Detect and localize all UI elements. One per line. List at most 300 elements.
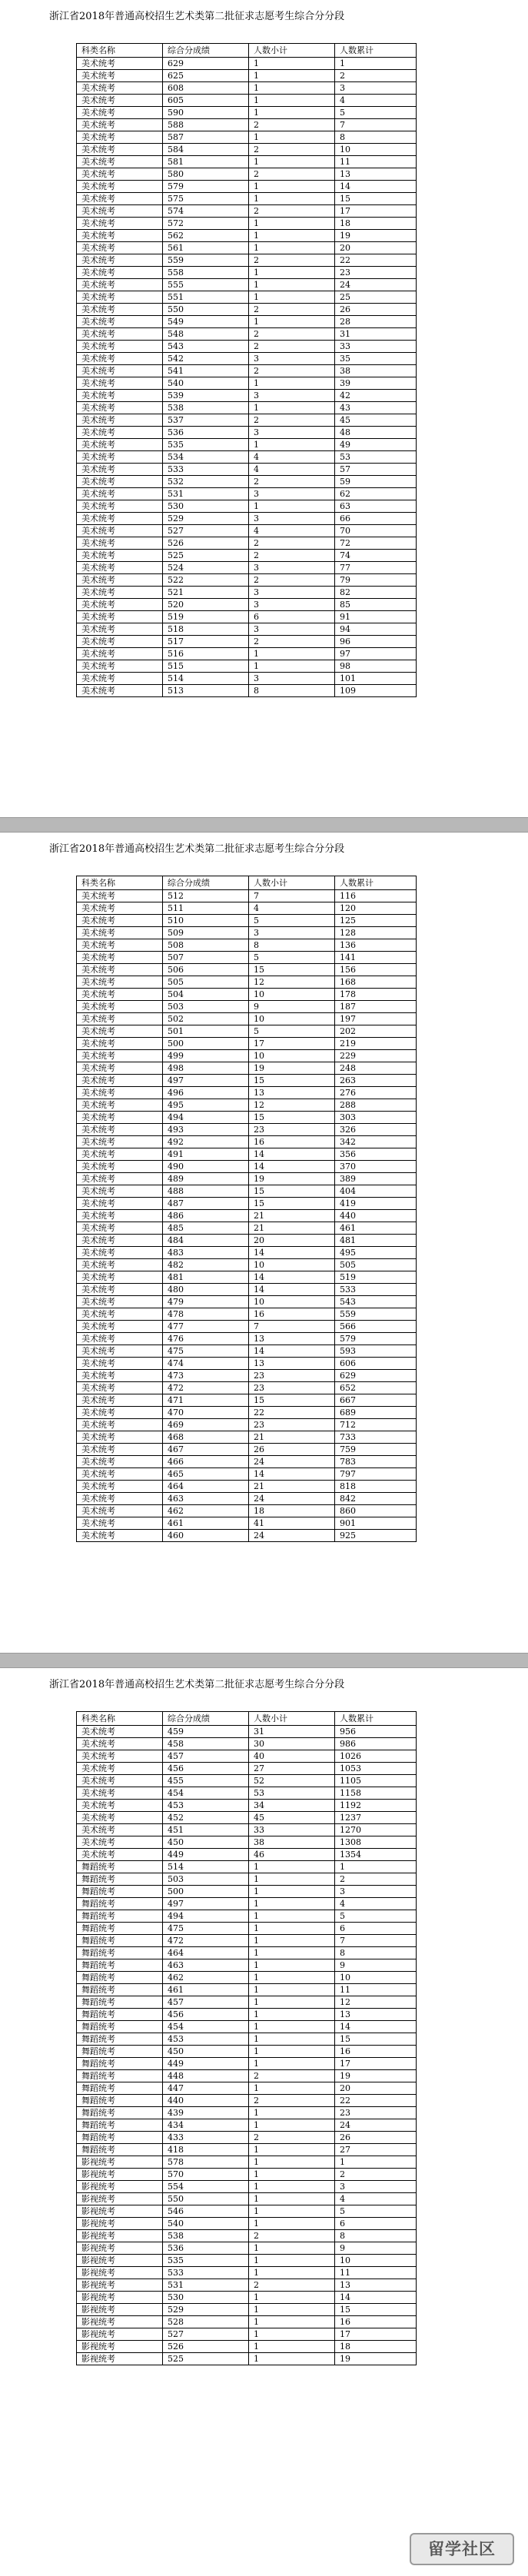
table-row	[77, 1198, 417, 1210]
cell-count: 1	[249, 648, 335, 660]
cell-cumulative: 1026	[335, 1750, 417, 1763]
table-row	[77, 1185, 417, 1198]
cell-cumulative: 6	[335, 2218, 417, 2230]
cell-score: 458	[163, 1738, 249, 1750]
cell-count: 1	[249, 2033, 335, 2046]
cell-count: 2	[249, 205, 335, 218]
cell-category: 美术统考	[77, 1062, 163, 1075]
cell-count: 10	[249, 1013, 335, 1025]
table-row	[77, 1333, 417, 1345]
cell-count: 1	[249, 1910, 335, 1923]
cell-cumulative: 136	[335, 939, 417, 952]
table-row	[77, 2107, 417, 2119]
cell-category: 美术统考	[77, 1001, 163, 1013]
cell-category: 影视统考	[77, 2156, 163, 2169]
table-row	[77, 1210, 417, 1222]
cell-cumulative: 10	[335, 1972, 417, 1984]
cell-cumulative: 667	[335, 1394, 417, 1407]
cell-cumulative: 712	[335, 1419, 417, 1431]
cell-score: 500	[163, 1038, 249, 1050]
cell-count: 2	[249, 550, 335, 562]
cell-count: 21	[249, 1431, 335, 1444]
cell-category: 舞蹈统考	[77, 2058, 163, 2070]
cell-cumulative: 925	[335, 1530, 417, 1542]
cell-category: 美术统考	[77, 1210, 163, 1222]
cell-category: 美术统考	[77, 1481, 163, 1493]
cell-category: 美术统考	[77, 1050, 163, 1062]
cell-cumulative: 19	[335, 2353, 417, 2365]
table-row	[77, 1407, 417, 1419]
table-row	[77, 1505, 417, 1517]
table-row	[77, 1247, 417, 1259]
cell-score: 574	[163, 205, 249, 218]
cell-cumulative: 276	[335, 1087, 417, 1099]
cell-category: 美术统考	[77, 82, 163, 95]
cell-score: 526	[163, 2341, 249, 2353]
table-row	[77, 513, 417, 525]
cell-cumulative: 14	[335, 181, 417, 193]
cell-cumulative: 77	[335, 562, 417, 574]
table-row	[77, 2255, 417, 2267]
cell-cumulative: 288	[335, 1099, 417, 1112]
cell-category: 美术统考	[77, 1468, 163, 1481]
cell-count: 4	[249, 451, 335, 464]
table-row	[77, 2341, 417, 2353]
cell-score: 524	[163, 562, 249, 574]
cell-count: 13	[249, 1333, 335, 1345]
cell-score: 508	[163, 939, 249, 952]
cell-score: 477	[163, 1321, 249, 1333]
cell-cumulative: 533	[335, 1284, 417, 1296]
cell-cumulative: 15	[335, 193, 417, 205]
cell-count: 1	[249, 1861, 335, 1873]
table-row	[77, 2144, 417, 2156]
cell-count: 2	[249, 414, 335, 427]
cell-cumulative: 25	[335, 291, 417, 304]
table-row	[77, 599, 417, 611]
cell-category: 舞蹈统考	[77, 1935, 163, 1947]
cell-category: 美术统考	[77, 1013, 163, 1025]
cell-score: 479	[163, 1296, 249, 1308]
cell-category: 美术统考	[77, 525, 163, 537]
cell-count: 2	[249, 476, 335, 488]
cell-count: 1	[249, 2169, 335, 2181]
cell-count: 3	[249, 353, 335, 365]
cell-score: 486	[163, 1210, 249, 1222]
cell-cumulative: 901	[335, 1517, 417, 1530]
table-row	[77, 451, 417, 464]
cell-count: 1	[249, 377, 335, 390]
table-row	[77, 1271, 417, 1284]
cell-cumulative: 11	[335, 1984, 417, 1996]
column-header-score: 综合分成绩	[163, 1712, 249, 1726]
cell-score: 503	[163, 1873, 249, 1886]
cell-category: 影视统考	[77, 2230, 163, 2242]
table-row	[77, 1062, 417, 1075]
cell-category: 影视统考	[77, 2193, 163, 2205]
cell-category: 美术统考	[77, 205, 163, 218]
cell-score: 476	[163, 1333, 249, 1345]
cell-category: 影视统考	[77, 2304, 163, 2316]
table-row	[77, 1849, 417, 1861]
cell-cumulative: 842	[335, 1493, 417, 1505]
table-row	[77, 316, 417, 328]
cell-cumulative: 303	[335, 1112, 417, 1124]
cell-score: 447	[163, 2082, 249, 2095]
cell-cumulative: 986	[335, 1738, 417, 1750]
cell-score: 527	[163, 2328, 249, 2341]
cell-count: 1	[249, 1947, 335, 1959]
cell-count: 10	[249, 989, 335, 1001]
table-row	[77, 890, 417, 902]
cell-score: 543	[163, 341, 249, 353]
cell-category: 美术统考	[77, 193, 163, 205]
cell-cumulative: 733	[335, 1431, 417, 1444]
table-row	[77, 939, 417, 952]
cell-count: 53	[249, 1787, 335, 1800]
table-row	[77, 1910, 417, 1923]
table-row	[77, 952, 417, 964]
cell-count: 1	[249, 1886, 335, 1898]
table-row	[77, 390, 417, 402]
cell-count: 1	[249, 316, 335, 328]
table-body	[77, 58, 417, 697]
cell-count: 1	[249, 500, 335, 513]
cell-category: 美术统考	[77, 1038, 163, 1050]
cell-count: 1	[249, 2119, 335, 2132]
cell-score: 461	[163, 1517, 249, 1530]
table-row	[77, 2169, 417, 2181]
cell-score: 482	[163, 1259, 249, 1271]
cell-cumulative: 689	[335, 1407, 417, 1419]
table-row	[77, 1296, 417, 1308]
cell-count: 1	[249, 1935, 335, 1947]
cell-category: 美术统考	[77, 1800, 163, 1812]
cell-count: 9	[249, 1001, 335, 1013]
cell-score: 418	[163, 2144, 249, 2156]
cell-category: 舞蹈统考	[77, 1898, 163, 1910]
cell-count: 20	[249, 1235, 335, 1247]
column-header-cumulative: 人数累计	[335, 1712, 417, 1726]
page-separator	[0, 817, 528, 833]
cell-category: 美术统考	[77, 1308, 163, 1321]
cell-count: 2	[249, 574, 335, 587]
table-row	[77, 685, 417, 697]
cell-cumulative: 7	[335, 119, 417, 131]
cell-category: 美术统考	[77, 1333, 163, 1345]
cell-cumulative: 101	[335, 673, 417, 685]
table-row	[77, 1038, 417, 1050]
table-row	[77, 464, 417, 476]
cell-category: 美术统考	[77, 70, 163, 82]
table-body	[77, 890, 417, 1542]
cell-cumulative: 74	[335, 550, 417, 562]
table-row	[77, 1222, 417, 1235]
cell-count: 16	[249, 1136, 335, 1148]
cell-count: 14	[249, 1284, 335, 1296]
document-page	[0, 0, 528, 807]
page-separator	[0, 1653, 528, 1668]
cell-count: 2	[249, 537, 335, 550]
cell-count: 14	[249, 1271, 335, 1284]
table-row	[77, 2230, 417, 2242]
cell-cumulative: 96	[335, 636, 417, 648]
cell-score: 531	[163, 488, 249, 500]
cell-count: 8	[249, 939, 335, 952]
cell-score: 625	[163, 70, 249, 82]
cell-category: 美术统考	[77, 1775, 163, 1787]
cell-score: 513	[163, 685, 249, 697]
table-row	[77, 414, 417, 427]
cell-category: 美术统考	[77, 95, 163, 107]
cell-cumulative: 4	[335, 2193, 417, 2205]
cell-cumulative: 10	[335, 2255, 417, 2267]
cell-cumulative: 178	[335, 989, 417, 1001]
cell-cumulative: 70	[335, 525, 417, 537]
cell-count: 23	[249, 1419, 335, 1431]
cell-cumulative: 566	[335, 1321, 417, 1333]
cell-count: 21	[249, 1481, 335, 1493]
cell-cumulative: 31	[335, 328, 417, 341]
cell-score: 475	[163, 1923, 249, 1935]
cell-count: 46	[249, 1849, 335, 1861]
cell-category: 美术统考	[77, 1812, 163, 1824]
table-row	[77, 2082, 417, 2095]
cell-cumulative: 18	[335, 218, 417, 230]
cell-count: 19	[249, 1173, 335, 1185]
cell-cumulative: 606	[335, 1358, 417, 1370]
cell-cumulative: 98	[335, 660, 417, 673]
cell-cumulative: 1053	[335, 1763, 417, 1775]
cell-category: 美术统考	[77, 254, 163, 267]
cell-count: 24	[249, 1456, 335, 1468]
cell-count: 15	[249, 1394, 335, 1407]
table-row	[77, 341, 417, 353]
cell-score: 537	[163, 414, 249, 427]
cell-score: 532	[163, 476, 249, 488]
cell-category: 美术统考	[77, 562, 163, 574]
cell-score: 498	[163, 1062, 249, 1075]
cell-category: 舞蹈统考	[77, 1873, 163, 1886]
cell-category: 美术统考	[77, 451, 163, 464]
cell-category: 舞蹈统考	[77, 2033, 163, 2046]
cell-category: 美术统考	[77, 328, 163, 341]
cell-score: 529	[163, 513, 249, 525]
cell-cumulative: 39	[335, 377, 417, 390]
table-row	[77, 1382, 417, 1394]
cell-count: 1	[249, 2193, 335, 2205]
column-header-category: 科类名称	[77, 876, 163, 890]
cell-category: 美术统考	[77, 1321, 163, 1333]
cell-score: 440	[163, 2095, 249, 2107]
cell-count: 1	[249, 181, 335, 193]
cell-cumulative: 94	[335, 623, 417, 636]
cell-count: 1	[249, 2205, 335, 2218]
cell-category: 美术统考	[77, 1271, 163, 1284]
table-row	[77, 623, 417, 636]
cell-cumulative: 419	[335, 1198, 417, 1210]
cell-score: 468	[163, 1431, 249, 1444]
cell-cumulative: 38	[335, 365, 417, 377]
table-row	[77, 1775, 417, 1787]
table-row	[77, 1112, 417, 1124]
cell-category: 舞蹈统考	[77, 1886, 163, 1898]
cell-score: 455	[163, 1775, 249, 1787]
cell-score: 561	[163, 242, 249, 254]
cell-cumulative: 14	[335, 2292, 417, 2304]
table-row	[77, 1394, 417, 1407]
cell-category: 美术统考	[77, 156, 163, 168]
cell-count: 1	[249, 2156, 335, 2169]
cell-count: 1	[249, 279, 335, 291]
cell-score: 489	[163, 1173, 249, 1185]
cell-cumulative: 248	[335, 1062, 417, 1075]
table-row	[77, 131, 417, 144]
cell-category: 舞蹈统考	[77, 2132, 163, 2144]
cell-category: 美术统考	[77, 1284, 163, 1296]
table-row	[77, 119, 417, 131]
cell-score: 478	[163, 1308, 249, 1321]
cell-category: 影视统考	[77, 2353, 163, 2365]
cell-count: 24	[249, 1493, 335, 1505]
cell-count: 1	[249, 2242, 335, 2255]
table-row	[77, 488, 417, 500]
cell-score: 518	[163, 623, 249, 636]
cell-count: 14	[249, 1148, 335, 1161]
cell-cumulative: 17	[335, 2328, 417, 2341]
cell-score: 527	[163, 525, 249, 537]
cell-cumulative: 11	[335, 156, 417, 168]
cell-cumulative: 1	[335, 58, 417, 70]
cell-score: 471	[163, 1394, 249, 1407]
cell-score: 494	[163, 1112, 249, 1124]
cell-cumulative: 505	[335, 1259, 417, 1271]
cell-count: 1	[249, 2021, 335, 2033]
table-row	[77, 1136, 417, 1148]
cell-count: 2	[249, 119, 335, 131]
cell-score: 456	[163, 2009, 249, 2021]
cell-count: 1	[249, 1984, 335, 1996]
cell-category: 美术统考	[77, 1394, 163, 1407]
table-row	[77, 1173, 417, 1185]
cell-count: 45	[249, 1812, 335, 1824]
cell-cumulative: 16	[335, 2046, 417, 2058]
cell-category: 美术统考	[77, 939, 163, 952]
cell-score: 530	[163, 500, 249, 513]
cell-count: 1	[249, 242, 335, 254]
cell-category: 美术统考	[77, 1382, 163, 1394]
cell-count: 18	[249, 1505, 335, 1517]
cell-category: 舞蹈统考	[77, 1972, 163, 1984]
table-row	[77, 304, 417, 316]
table-row	[77, 439, 417, 451]
cell-score: 629	[163, 58, 249, 70]
cell-cumulative: 219	[335, 1038, 417, 1050]
cell-count: 14	[249, 1161, 335, 1173]
cell-score: 579	[163, 181, 249, 193]
table-row	[77, 525, 417, 537]
column-header-count: 人数小计	[249, 44, 335, 58]
cell-score: 459	[163, 1726, 249, 1738]
cell-count: 2	[249, 2132, 335, 2144]
cell-count: 23	[249, 1370, 335, 1382]
cell-category: 美术统考	[77, 1185, 163, 1198]
cell-count: 15	[249, 1112, 335, 1124]
cell-count: 2	[249, 254, 335, 267]
table-row	[77, 1517, 417, 1530]
cell-category: 美术统考	[77, 1431, 163, 1444]
cell-cumulative: 4	[335, 95, 417, 107]
table-row	[77, 1898, 417, 1910]
table-row	[77, 927, 417, 939]
cell-count: 3	[249, 488, 335, 500]
cell-cumulative: 12	[335, 1996, 417, 2009]
cell-score: 538	[163, 402, 249, 414]
table-row	[77, 181, 417, 193]
cell-score: 480	[163, 1284, 249, 1296]
table-row	[77, 2156, 417, 2169]
cell-score: 496	[163, 1087, 249, 1099]
cell-category: 美术统考	[77, 267, 163, 279]
cell-category: 影视统考	[77, 2316, 163, 2328]
table-row	[77, 550, 417, 562]
cell-category: 美术统考	[77, 1222, 163, 1235]
cell-score: 558	[163, 267, 249, 279]
cell-score: 516	[163, 648, 249, 660]
cell-count: 7	[249, 1321, 335, 1333]
table-row	[77, 1861, 417, 1873]
cell-cumulative: 1	[335, 2156, 417, 2169]
cell-cumulative: 19	[335, 2070, 417, 2082]
table-row	[77, 1050, 417, 1062]
cell-cumulative: 6	[335, 1923, 417, 1935]
cell-score: 460	[163, 1530, 249, 1542]
cell-cumulative: 59	[335, 476, 417, 488]
cell-category: 美术统考	[77, 1296, 163, 1308]
cell-cumulative: 8	[335, 1947, 417, 1959]
table-row	[77, 107, 417, 119]
table-row	[77, 2021, 417, 2033]
cell-score: 605	[163, 95, 249, 107]
cell-category: 美术统考	[77, 464, 163, 476]
cell-category: 美术统考	[77, 1836, 163, 1849]
cell-category: 舞蹈统考	[77, 2009, 163, 2021]
cell-score: 580	[163, 168, 249, 181]
cell-score: 546	[163, 2205, 249, 2218]
cell-category: 美术统考	[77, 168, 163, 181]
cell-cumulative: 543	[335, 1296, 417, 1308]
cell-cumulative: 2	[335, 2169, 417, 2181]
cell-category: 美术统考	[77, 131, 163, 144]
cell-cumulative: 1270	[335, 1824, 417, 1836]
cell-cumulative: 120	[335, 902, 417, 915]
cell-cumulative: 1308	[335, 1836, 417, 1849]
cell-cumulative: 652	[335, 1382, 417, 1394]
score-table	[76, 43, 417, 697]
table-row	[77, 2328, 417, 2341]
cell-category: 美术统考	[77, 402, 163, 414]
cell-score: 439	[163, 2107, 249, 2119]
table-row	[77, 476, 417, 488]
cell-category: 舞蹈统考	[77, 2046, 163, 2058]
cell-category: 影视统考	[77, 2181, 163, 2193]
cell-score: 449	[163, 2058, 249, 2070]
cell-score: 453	[163, 2033, 249, 2046]
cell-category: 美术统考	[77, 976, 163, 989]
cell-count: 1	[249, 291, 335, 304]
cell-cumulative: 49	[335, 439, 417, 451]
cell-cumulative: 202	[335, 1025, 417, 1038]
